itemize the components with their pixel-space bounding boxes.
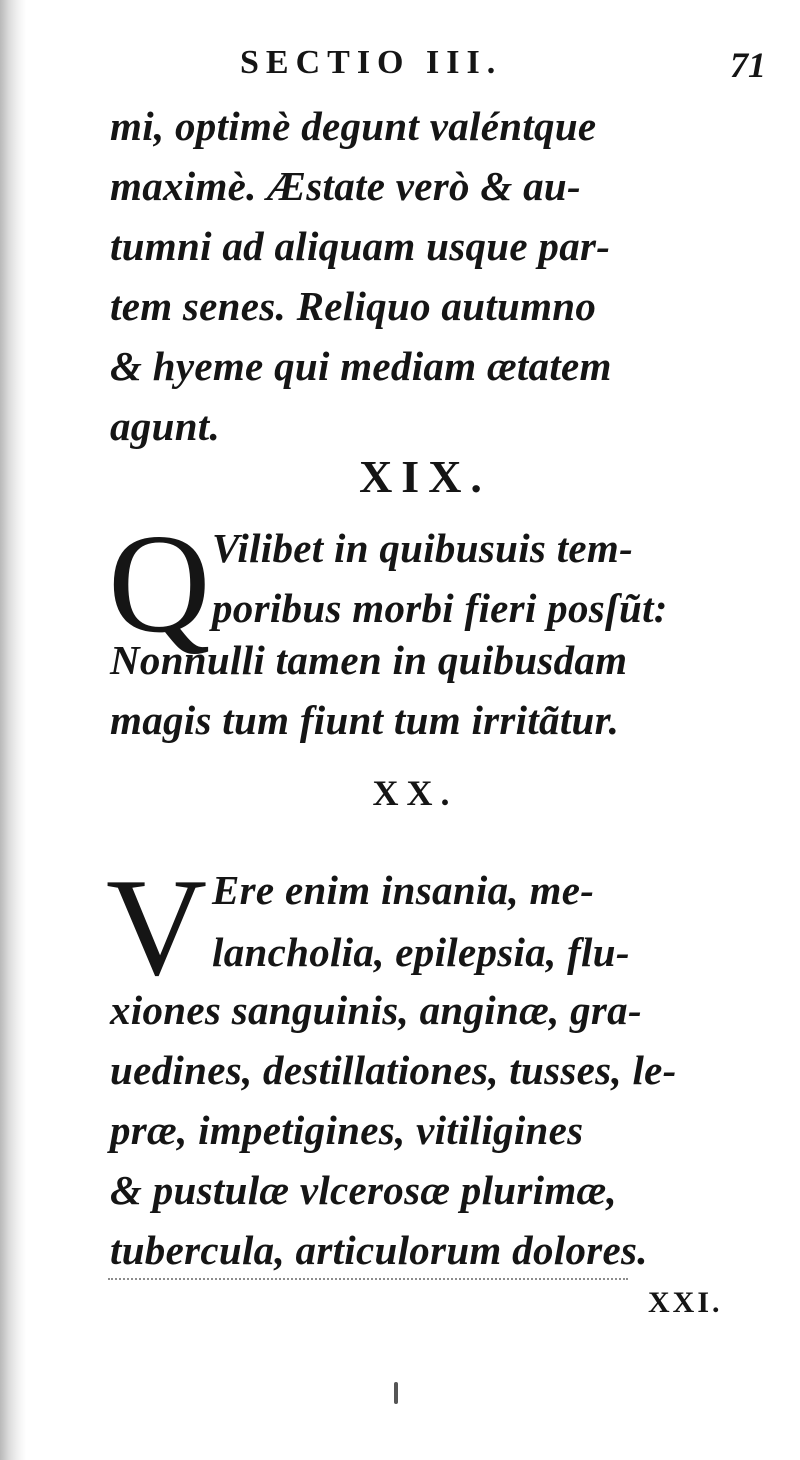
drop-cap: Q — [108, 504, 211, 662]
catchword: XXI. — [648, 1286, 723, 1319]
text-line: tumni ad aliquam usque par- — [110, 223, 611, 269]
section-title: SECTIO III. — [240, 44, 503, 81]
text-line: mi, optimè degunt valéntque — [110, 103, 597, 149]
text-line: & pustulæ vlcerosæ plurimæ, — [110, 1167, 617, 1213]
drop-cap: V — [106, 850, 208, 1005]
text-line: Vilibet in quibusuis tem- — [212, 525, 634, 571]
text-line: Nonnulli tamen in quibusdam — [110, 637, 628, 683]
text-line: agunt. — [110, 403, 221, 449]
running-head — [240, 44, 780, 84]
text-line: & hyeme qui mediam ætatem — [110, 343, 612, 389]
text-line: tubercula, articulorum dolores. — [110, 1227, 648, 1273]
text-line: magis tum fiunt tum irritãtur. — [110, 697, 620, 743]
text-line: maximè. Æstate verò & au- — [110, 163, 581, 209]
aphorism-heading: XX. — [372, 773, 458, 813]
text-line: lancholia, epilepsia, flu- — [212, 929, 630, 975]
text-line: Ere enim insania, me- — [212, 867, 595, 913]
page-number: 71 — [730, 45, 766, 85]
text-line: præ, impetigines, vitiligines — [110, 1107, 584, 1153]
text-line: tem senes. Reliquo autumno — [110, 283, 597, 329]
aphorism-heading: XIX. — [359, 451, 491, 502]
ink-speck — [394, 1382, 398, 1404]
text-line: poribus morbi fieri posſũt: — [212, 585, 668, 631]
text-line: uedines, destillationes, tusses, le- — [110, 1047, 677, 1093]
text-line: xiones sanguinis, anginæ, gra- — [110, 987, 642, 1033]
bottom-dotted-rule — [108, 1278, 628, 1280]
